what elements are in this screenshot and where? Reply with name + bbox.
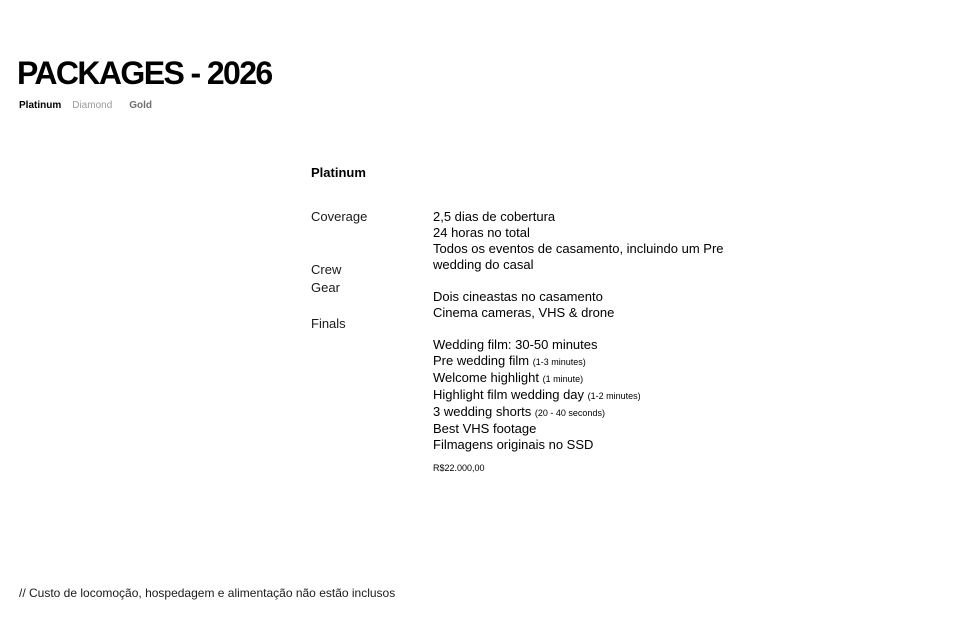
- page-title: PACKAGES - 2026: [17, 55, 272, 91]
- finals-item-text: Highlight film wedding day: [433, 387, 585, 402]
- coverage-item: 24 horas no total: [433, 225, 530, 240]
- finals-item-note: (1-2 minutes): [587, 391, 641, 401]
- finals-item-note: (20 - 40 seconds): [534, 408, 605, 418]
- finals-item-note: (1 minute): [542, 374, 584, 384]
- finals-item-note: (1-3 minutes): [532, 357, 586, 367]
- finals-item-text: Welcome highlight: [433, 370, 539, 385]
- finals-label: Finals: [311, 316, 346, 331]
- tab-gold[interactable]: Gold: [129, 100, 153, 111]
- footer-note: // Custo de locomoção, hospedagem e alimentação não estão inclusos: [19, 586, 396, 600]
- gear-label: Gear: [311, 280, 340, 295]
- finals-item: [433, 421, 753, 437]
- tab-platinum[interactable]: Platinum: [19, 100, 62, 111]
- finals-item: [433, 353, 753, 370]
- finals-item-text: Pre wedding film: [433, 353, 530, 368]
- package-details: [433, 209, 753, 453]
- crew-value: Dois cineastas no casamento: [433, 289, 603, 304]
- coverage-item: Todos os eventos de casamento, incluindo um Pre wedding do casal: [433, 241, 724, 272]
- coverage-item: 2,5 dias de cobertura: [433, 209, 556, 224]
- tab-diamond[interactable]: Diamond: [72, 100, 113, 111]
- package-price: R$22.000,00: [433, 463, 485, 473]
- gear-value: Cinema cameras, VHS & drone: [433, 305, 615, 320]
- finals-item-text: Best VHS footage: [433, 421, 537, 436]
- finals-item: [433, 337, 753, 353]
- finals-item: [433, 370, 753, 387]
- finals-item-text: Wedding film: 30-50 minutes: [433, 337, 598, 352]
- package-tabs: [19, 100, 152, 112]
- crew-label: Crew: [311, 262, 342, 277]
- finals-item: [433, 437, 753, 453]
- finals-item: [433, 404, 753, 421]
- coverage-label: Coverage: [311, 209, 368, 224]
- package-name: Platinum: [311, 165, 366, 180]
- finals-item: [433, 387, 753, 404]
- finals-item-text: Filmagens originais no SSD: [433, 437, 594, 452]
- finals-item-text: 3 wedding shorts: [433, 404, 532, 419]
- spacer: [433, 273, 753, 289]
- spacer: [433, 321, 753, 337]
